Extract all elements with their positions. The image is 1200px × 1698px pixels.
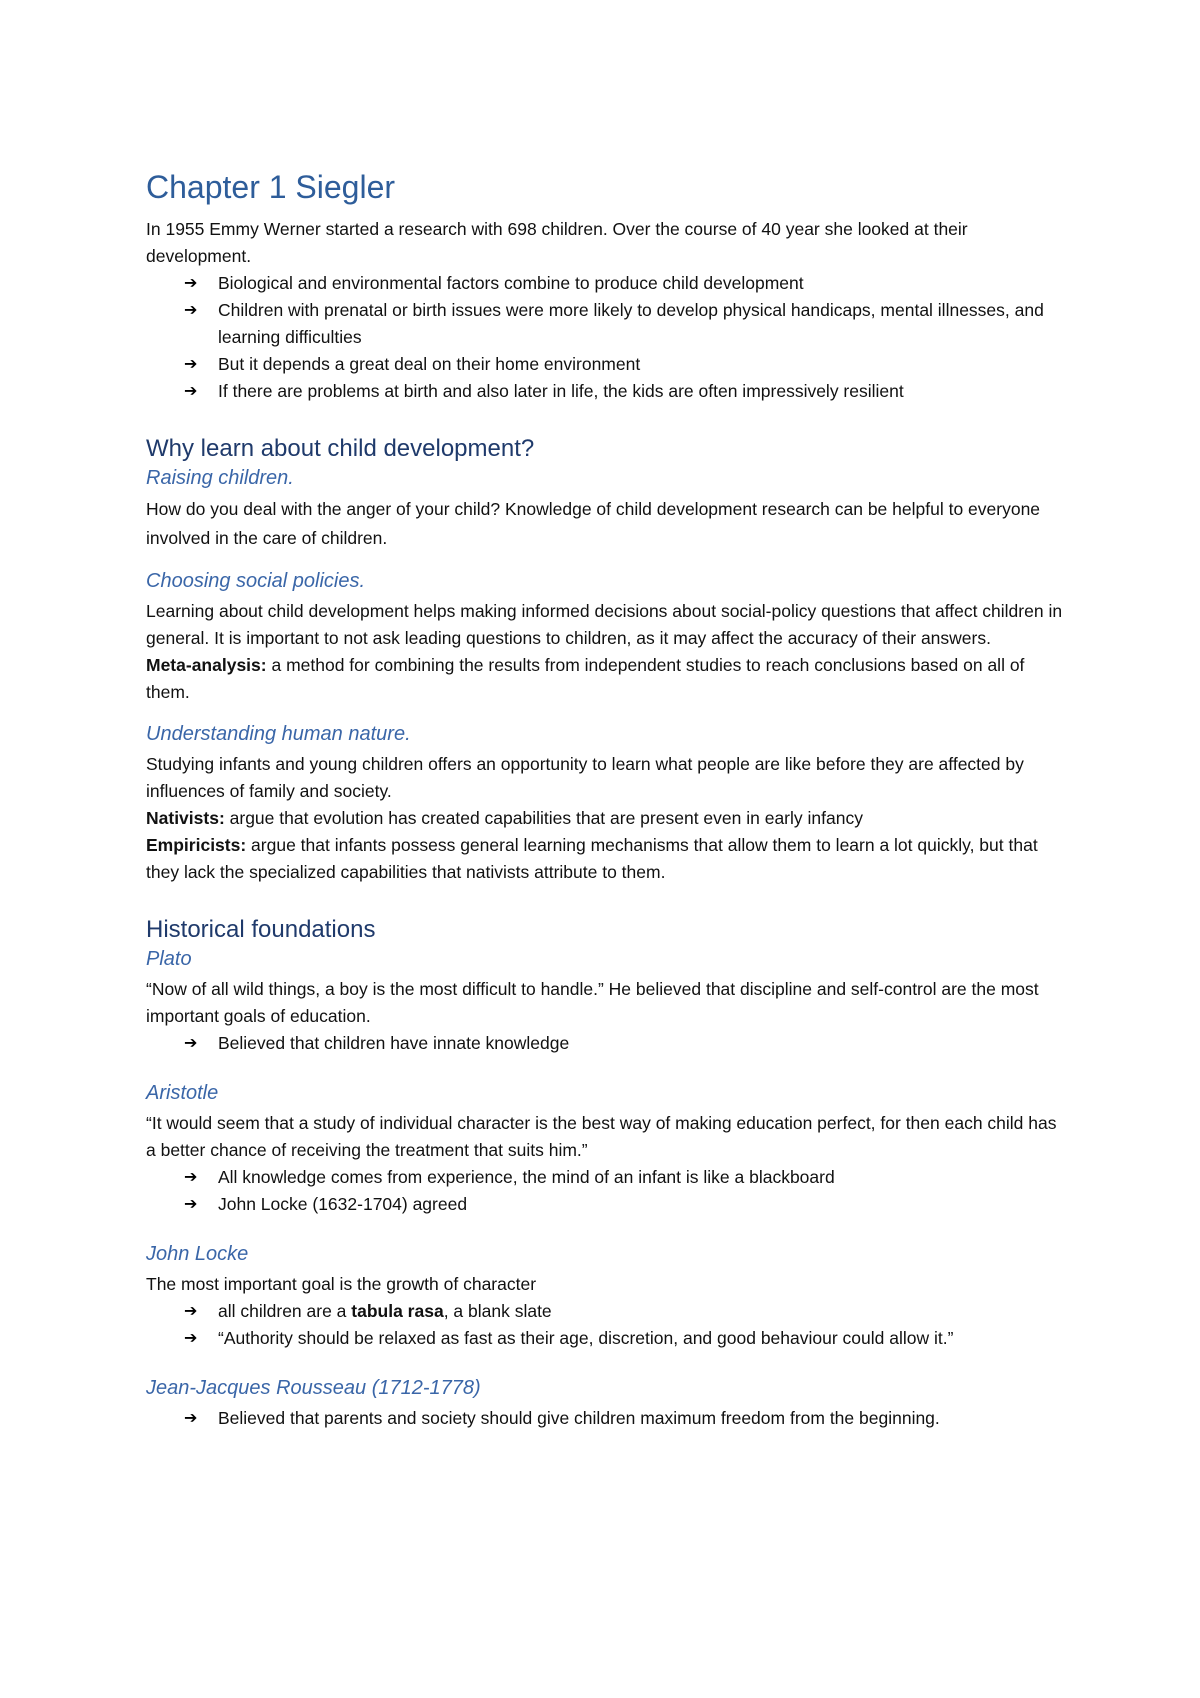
arrow-right-icon: ➔ [184,383,198,401]
term-tabula-rasa: tabula rasa [351,1300,444,1321]
meta-analysis-definition: Meta-analysis: a method for combining the results from independent studies to reach conclusions based on all of them. [146,655,1025,703]
aristotle-bullet-list [146,1164,1066,1218]
arrow-right-icon: ➔ [184,1034,198,1052]
page-title: Chapter 1 Siegler [146,169,396,205]
raising-children-text: How do you deal with the anger of your child? Knowledge of child development research can be helpful to everyone involved in the care of children. [146,499,1041,549]
list-item: ➔ all children are a tabula rasa, a blank slate [146,1298,1066,1325]
john-locke-bullet-list [146,1298,1066,1352]
subheading-rousseau: Jean-Jacques Rousseau (1712-1778) [146,1376,481,1399]
social-policies-text: Learning about child development helps making informed decisions about social-policy questions that affect children in general. It is important to not ask leading questions to children, as it may affect the accuracy of their answers. [146,601,1063,649]
subheading-social-policies: Choosing social policies. [146,570,366,593]
list-item: ➔ Believed that children have innate knowledge [146,1030,1066,1057]
intro-bullet-list [146,270,1066,405]
section-heading-historical: Historical foundations [146,916,376,944]
intro-paragraph: In 1955 Emmy Werner started a research with 698 children. Over the course of 40 year she looked at their development. [146,219,968,267]
arrow-right-icon: ➔ [184,356,198,374]
document-page [146,168,1066,1432]
human-nature-text: Studying infants and young children offers an opportunity to learn what people are like before they are affected by influences of family and society. [146,754,1024,802]
arrow-right-icon: ➔ [184,1168,198,1186]
arrow-right-icon: ➔ [184,1409,198,1427]
arrow-right-icon: ➔ [184,275,198,293]
nativists-definition: Nativists: argue that evolution has created capabilities that are present even in early infancy [146,808,863,829]
john-locke-text: The most important goal is the growth of character [146,1273,537,1294]
list-item: ➔ “Authority should be relaxed as fast as their age, discretion, and good behaviour could allow it.” [146,1325,1066,1352]
empiricists-definition: Empiricists: argue that infants possess general learning mechanisms that allow them to learn a lot quickly, but that they lack the specialized capabilities that nativists attribute to them. [146,835,1038,883]
subheading-aristotle: Aristotle [146,1081,219,1104]
subheading-human-nature: Understanding human nature. [146,723,411,746]
section-heading-why: Why learn about child development? [146,435,535,463]
arrow-right-icon: ➔ [184,1302,198,1320]
term-empiricists: Empiricists: [146,835,247,856]
plato-text: “Now of all wild things, a boy is the most difficult to handle.” He believed that discipline and self-control are the most important goals of education. [146,978,1039,1026]
list-item: ➔ Believed that parents and society should give children maximum freedom from the beginning. [146,1405,1066,1432]
plato-bullet-list [146,1030,1066,1057]
arrow-right-icon: ➔ [184,1329,198,1347]
term-nativists: Nativists: [146,808,225,829]
arrow-right-icon: ➔ [184,1195,198,1213]
subheading-plato: Plato [146,947,192,970]
list-item: ➔ John Locke (1632-1704) agreed [146,1191,1066,1218]
list-item: ➔ Biological and environmental factors combine to produce child development [146,270,1066,297]
list-item: ➔ But it depends a great deal on their home environment [146,351,1066,378]
rousseau-bullet-list [146,1405,1066,1432]
aristotle-text: “It would seem that a study of individual character is the best way of making education perfect, for then each child has a better chance of receiving the treatment that suits him.” [146,1112,1057,1160]
arrow-right-icon: ➔ [184,302,198,320]
subheading-john-locke: John Locke [146,1242,249,1265]
term-meta-analysis: Meta-analysis: [146,655,267,676]
list-item: ➔ If there are problems at birth and also later in life, the kids are often impressively resilient [146,378,1066,405]
list-item: ➔ All knowledge comes from experience, the mind of an infant is like a blackboard [146,1164,1066,1191]
list-item: ➔ Children with prenatal or birth issues were more likely to develop physical handicaps, mental illnesses, and learning difficulties [146,297,1066,351]
subheading-raising-children: Raising children. [146,467,294,490]
